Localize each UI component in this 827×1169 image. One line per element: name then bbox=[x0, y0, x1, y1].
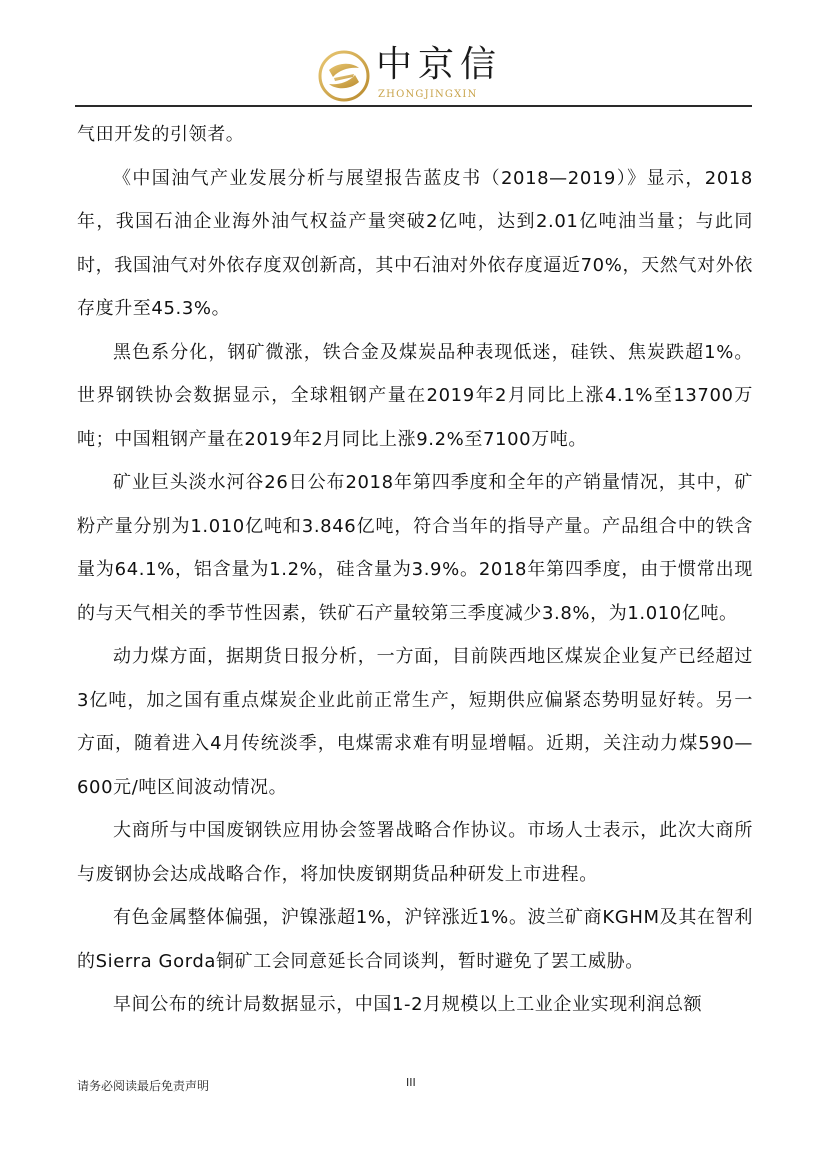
paragraph: 早间公布的统计局数据显示，中国1-2月规模以上工业企业实现利润总额 bbox=[113, 994, 703, 1015]
paragraph: 动力煤方面，据期货日报分析，一方面，目前陕西地区煤炭企业复产已经超过3亿吨，加之国有重点煤炭企业此前正常生产，短期供应偏紧态势明显好转。另一方面，随着进入4月传统淡季，电煤需求难有明显增幅。近期，关注动力煤590—600元/吨区间波动情况。 bbox=[77, 646, 753, 798]
paragraph: 气田开发的引领者。 bbox=[77, 124, 245, 145]
paragraph: 有色金属整体偏强，沪镍涨超1%，沪锌涨近1%。波兰矿商KGHM及其在智利的Sierra Gorda铜矿工会同意延长合同谈判，暂时避免了罢工威胁。 bbox=[77, 907, 753, 972]
page-header bbox=[0, 0, 827, 112]
logo-title: 中京信 bbox=[376, 44, 503, 85]
paragraph: 矿业巨头淡水河谷26日公布2018年第四季度和全年的产销量情况，其中，矿粉产量分别为1.010亿吨和3.846亿吨，符合当年的指导产量。产品组合中的铁含量为64.1%，铝含量为1.2%，硅含量为3.9%。2018年第四季度，由于惯常出现的与天气相关的季节性因素，铁矿石产量较第三季度减少3.8%，为1.010亿吨。 bbox=[77, 472, 753, 624]
zhongjingxin-emblem-icon bbox=[318, 50, 370, 102]
paragraph: 大商所与中国废钢铁应用协会签署战略合作协议。市场人士表示，此次大商所与废钢协会达成战略合作，将加快废钢期货品种研发上市进程。 bbox=[77, 820, 753, 885]
page-number: III bbox=[406, 1076, 416, 1089]
paragraph: 黑色系分化，钢矿微涨，铁合金及煤炭品种表现低迷，硅铁、焦炭跌超1%。世界钢铁协会数据显示，全球粗钢产量在2019年2月同比上涨4.1%至13700万吨；中国粗钢产量在2019年2月同比上涨9.2%至7100万吨。 bbox=[77, 341, 753, 450]
footer-disclaimer: 请务必阅读最后免责声明 bbox=[77, 1079, 210, 1093]
logo-subtitle: ZHONGJINGXIN bbox=[378, 89, 478, 100]
paragraph: 《中国油气产业发展分析与展望报告蓝皮书（2018—2019）》显示，2018年，我国石油企业海外油气权益产量突破2亿吨，达到2.01亿吨油当量；与此同时，我国油气对外依存度双创新高，其中石油对外依存度逼近70%，天然气对外依存度升至45.3%。 bbox=[77, 167, 753, 319]
header-divider bbox=[75, 105, 752, 107]
body-text bbox=[77, 113, 753, 1027]
